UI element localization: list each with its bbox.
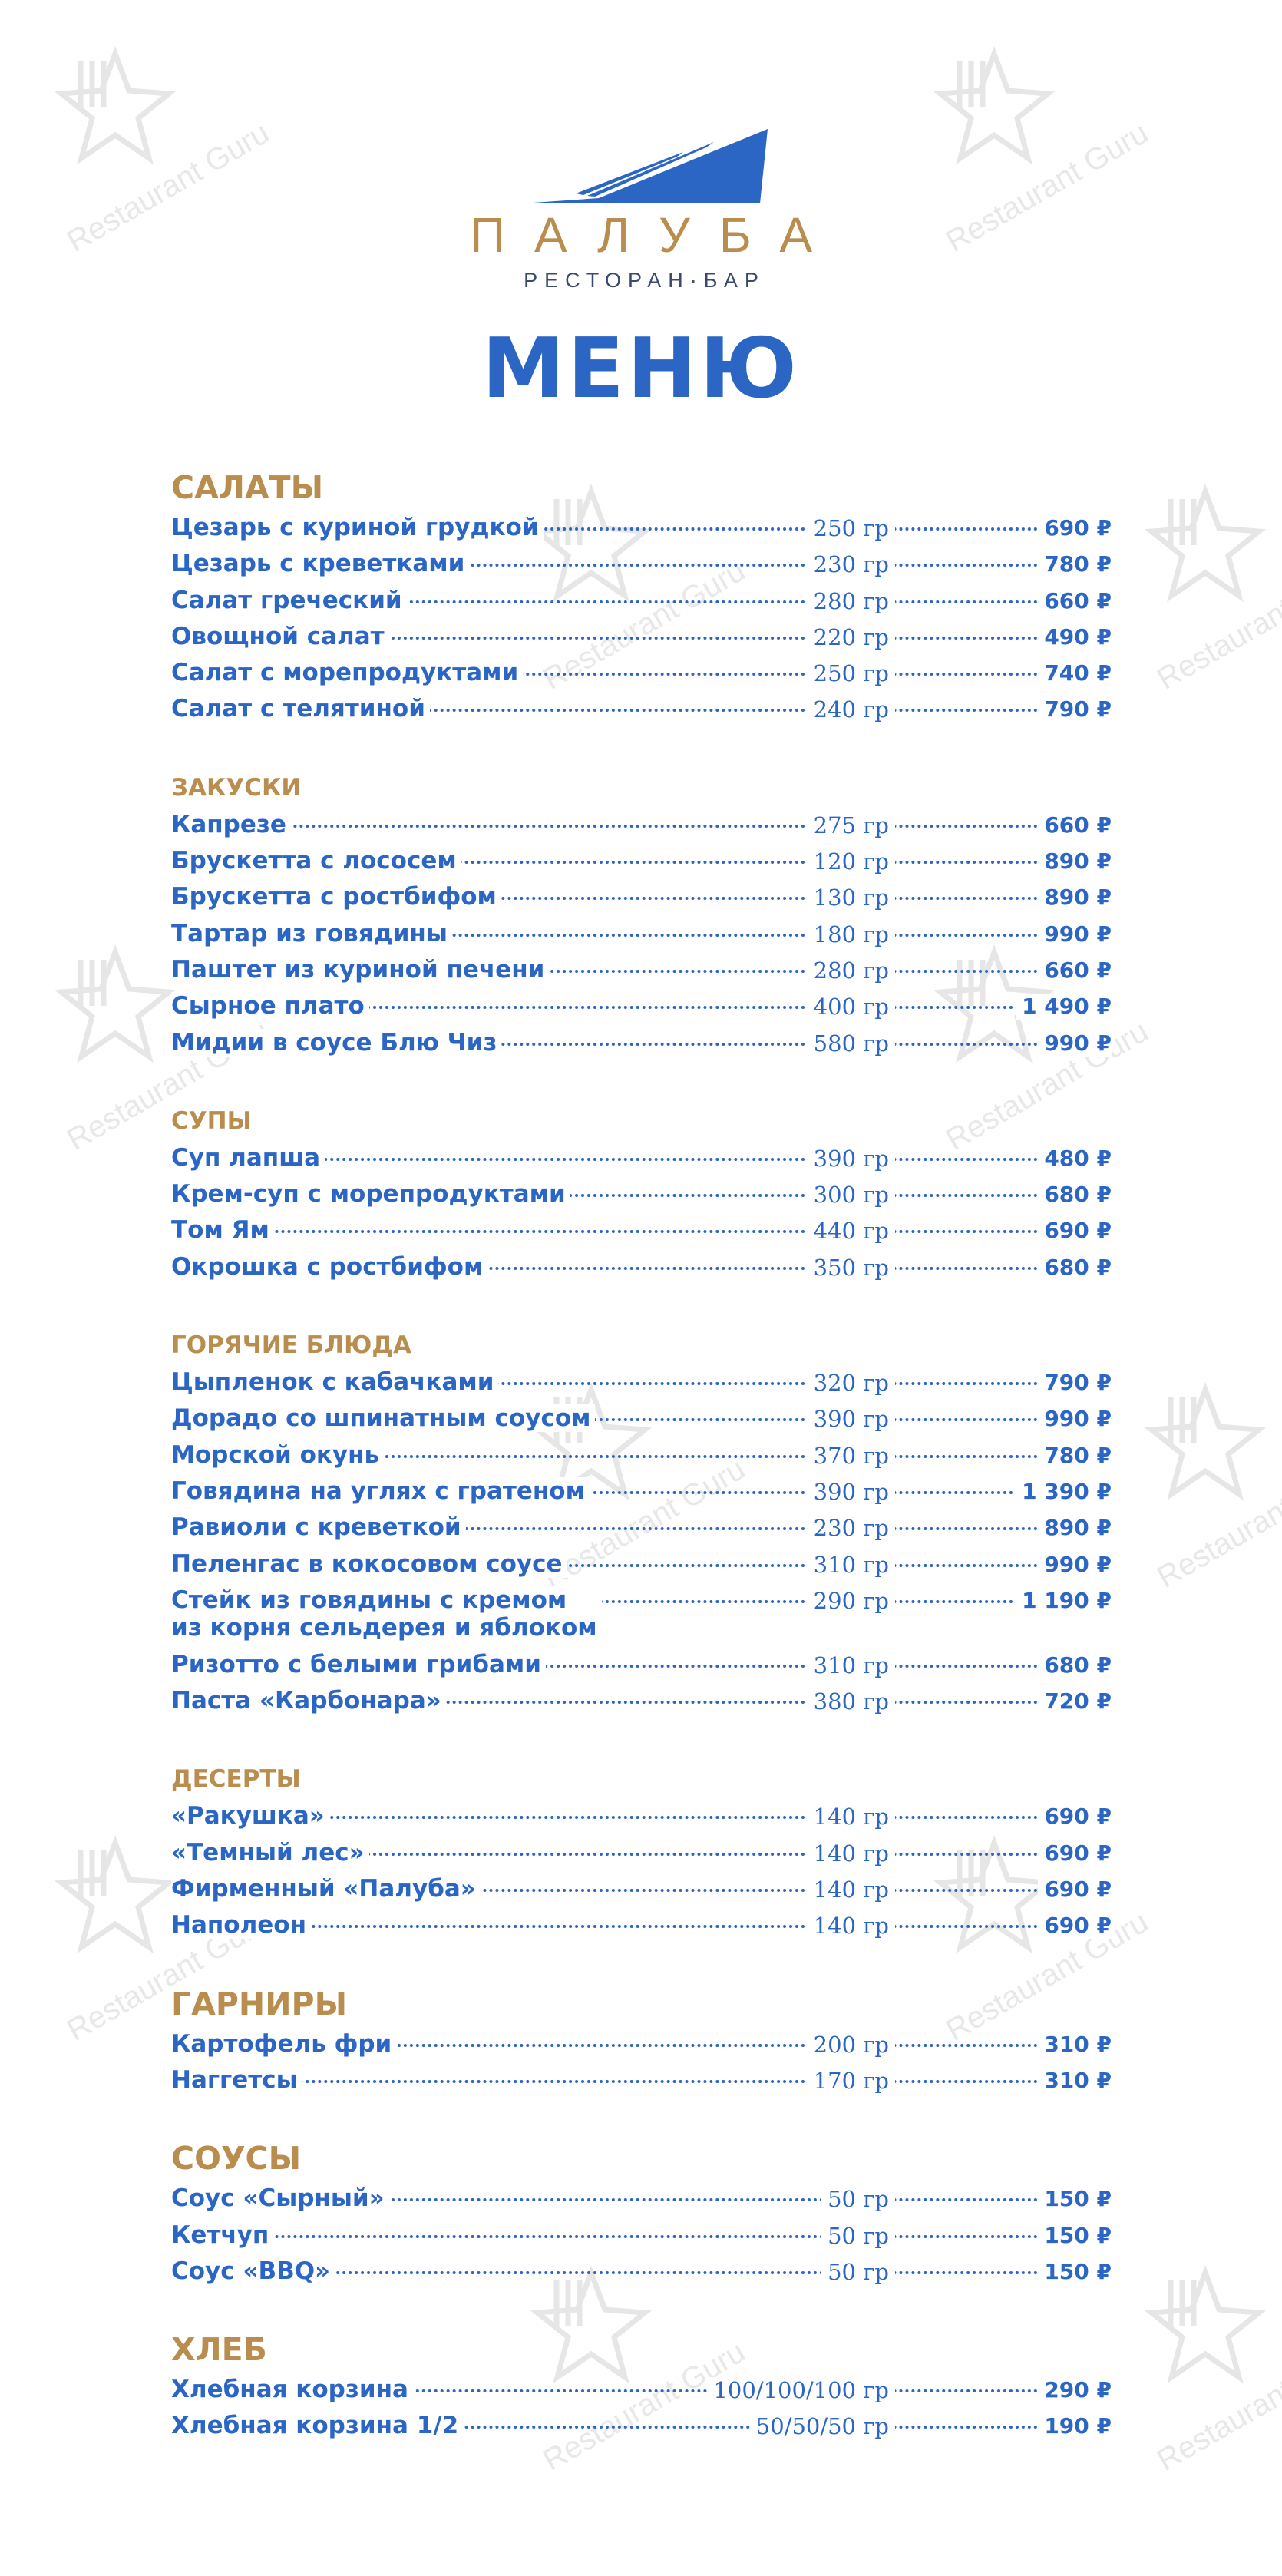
menu-item xyxy=(171,1215,1112,1251)
item-name: Суп лапша xyxy=(171,1144,325,1172)
dot-leader xyxy=(171,2235,1112,2238)
item-weight: 280 гр xyxy=(808,957,895,984)
menu-item xyxy=(171,693,1112,729)
menu-item xyxy=(171,1585,1112,1649)
item-weight: 390 гр xyxy=(808,1146,895,1172)
item-price: 310 ₽ xyxy=(1038,2032,1112,2058)
section-gap xyxy=(171,730,1112,776)
menu-item xyxy=(171,2220,1112,2256)
item-name: Цезарь с креветками xyxy=(171,550,469,577)
item-price: 190 ₽ xyxy=(1038,2413,1112,2439)
item-price: 690 ₽ xyxy=(1038,515,1112,541)
menu-item xyxy=(171,954,1112,990)
item-price: 990 ₽ xyxy=(1038,1030,1112,1057)
item-price: 310 ₽ xyxy=(1038,2068,1112,2094)
item-price: 680 ₽ xyxy=(1038,1255,1112,1281)
item-price: 780 ₽ xyxy=(1038,551,1112,577)
item-weight: 440 гр xyxy=(808,1218,895,1244)
item-name: Соус «Сырный» xyxy=(171,2184,389,2212)
item-price: 720 ₽ xyxy=(1038,1688,1112,1715)
menu-item xyxy=(171,548,1112,584)
menu-item xyxy=(171,2065,1112,2101)
menu-item xyxy=(171,1143,1112,1179)
item-price: 150 ₽ xyxy=(1038,2186,1112,2212)
menu-item xyxy=(171,1910,1112,1946)
item-weight: 390 гр xyxy=(808,1479,895,1505)
item-price: 990 ₽ xyxy=(1038,1552,1112,1578)
section-title-sauces: СОУСЫ xyxy=(171,2140,302,2178)
item-name: Ризотто с белыми грибами xyxy=(171,1651,546,1678)
menu-item xyxy=(171,1649,1112,1685)
item-weight: 50 гр xyxy=(821,2259,895,2285)
item-weight: 320 гр xyxy=(808,1370,895,1396)
dot-leader xyxy=(171,825,1112,828)
item-weight: 275 гр xyxy=(808,812,895,838)
item-name xyxy=(171,1586,602,1642)
item-weight: 390 гр xyxy=(808,1406,895,1432)
item-weight: 290 гр xyxy=(808,1588,895,1614)
menu-item xyxy=(171,2374,1112,2410)
item-name-line2: из корня сельдерея и яблоком xyxy=(171,1613,597,1642)
dot-leader xyxy=(171,1925,1112,1928)
item-price: 780 ₽ xyxy=(1038,1443,1112,1469)
item-price: 1 490 ₽ xyxy=(1016,994,1112,1020)
item-price: 680 ₽ xyxy=(1038,1182,1112,1208)
section-gap xyxy=(171,2101,1112,2143)
item-name: Капрезе xyxy=(171,811,291,838)
item-weight: 50/50/50 гр xyxy=(750,2413,895,2439)
item-price: 890 ₽ xyxy=(1038,848,1112,875)
item-name: Соус «BBQ» xyxy=(171,2257,335,2285)
item-name: Хлебная корзина xyxy=(171,2376,413,2403)
item-price: 690 ₽ xyxy=(1038,1913,1112,1939)
item-weight: 380 гр xyxy=(808,1688,895,1715)
item-name: Цыпленок с кабачками xyxy=(171,1368,498,1396)
menu-item xyxy=(171,2256,1112,2292)
item-weight: 100/100/100 гр xyxy=(707,2377,895,2403)
item-price: 660 ₽ xyxy=(1038,812,1112,838)
item-weight: 370 гр xyxy=(808,1443,895,1469)
menu-item xyxy=(171,1873,1112,1910)
item-name: Тартар из говядины xyxy=(171,920,452,947)
item-weight: 400 гр xyxy=(808,994,895,1020)
item-weight: 280 гр xyxy=(808,588,895,614)
item-name: Фирменный «Палуба» xyxy=(171,1875,481,1903)
item-name: «Темный лес» xyxy=(171,1839,369,1867)
menu-item xyxy=(171,1685,1112,1721)
item-name-line1: Стейк из говядины с кремом xyxy=(171,1586,567,1614)
watermark-layer: Restaurant Guru xyxy=(0,0,1282,2576)
menu-item xyxy=(171,1027,1112,1063)
item-weight: 310 гр xyxy=(808,1652,895,1678)
item-name: Овощной салат xyxy=(171,623,389,650)
item-price: 790 ₽ xyxy=(1038,1370,1112,1396)
item-name: Картофель фри xyxy=(171,2030,396,2058)
brand-tagline: РЕСТОРАН·БАР xyxy=(524,269,765,292)
section-title-sides: ГАРНИРЫ xyxy=(171,1985,348,2022)
item-name: Наполеон xyxy=(171,1911,311,1939)
sail-logo-icon xyxy=(514,123,768,207)
item-name: Паста «Карбонара» xyxy=(171,1687,446,1715)
item-weight: 230 гр xyxy=(808,1515,895,1541)
menu-item xyxy=(171,2410,1112,2446)
item-price: 1 390 ₽ xyxy=(1016,1479,1112,1505)
item-name: Равиоли с креветкой xyxy=(171,1513,466,1541)
menu-item xyxy=(171,1476,1112,1512)
item-name: Паштет из куриной печени xyxy=(171,956,549,984)
item-price: 890 ₽ xyxy=(1038,1515,1112,1541)
fork-star-icon xyxy=(1151,2273,1282,2478)
dot-leader xyxy=(171,1230,1112,1233)
menu-item xyxy=(171,1252,1112,1288)
item-name: Сырное плато xyxy=(171,992,369,1020)
item-name: Мидии в соусе Блю Чиз xyxy=(171,1029,501,1057)
menu-item xyxy=(171,1367,1112,1403)
item-price: 790 ₽ xyxy=(1038,696,1112,723)
fork-star-icon xyxy=(1151,1390,1282,1595)
brand-name: ПАЛУБА xyxy=(469,207,842,263)
section-title-hot: ГОРЯЧИЕ БЛЮДА xyxy=(171,1331,412,1360)
menu-item xyxy=(171,918,1112,954)
item-weight: 170 гр xyxy=(808,2068,895,2094)
item-name: Морской окунь xyxy=(171,1441,384,1469)
item-weight: 580 гр xyxy=(808,1030,895,1057)
item-name: Окрошка с ростбифом xyxy=(171,1253,487,1281)
item-name: Брускетта с ростбифом xyxy=(171,883,501,911)
item-price: 890 ₽ xyxy=(1038,885,1112,911)
item-name: Цезарь с куриной грудкой xyxy=(171,514,544,541)
item-price: 290 ₽ xyxy=(1038,2377,1112,2403)
item-weight: 50 гр xyxy=(821,2186,895,2212)
menu-item xyxy=(171,1837,1112,1873)
menu-item xyxy=(171,1512,1112,1548)
item-weight: 140 гр xyxy=(808,1840,895,1867)
menu-item xyxy=(171,512,1112,548)
menu-item xyxy=(171,2183,1112,2219)
item-weight: 240 гр xyxy=(808,696,895,723)
item-price: 690 ₽ xyxy=(1038,1218,1112,1244)
item-weight: 50 гр xyxy=(821,2223,895,2249)
item-name: «Ракушка» xyxy=(171,1802,329,1830)
item-price: 690 ₽ xyxy=(1038,1877,1112,1903)
menu-item xyxy=(171,809,1112,845)
item-price: 660 ₽ xyxy=(1038,588,1112,614)
item-price: 990 ₽ xyxy=(1038,1406,1112,1432)
item-price: 740 ₽ xyxy=(1038,660,1112,686)
menu-item xyxy=(171,1179,1112,1215)
menu-item xyxy=(171,621,1112,657)
item-price: 150 ₽ xyxy=(1038,2259,1112,2285)
menu-item xyxy=(171,2029,1112,2065)
item-name: Дорадо со шпинатным соусом xyxy=(171,1404,595,1432)
item-weight: 350 гр xyxy=(808,1255,895,1281)
item-weight: 200 гр xyxy=(808,2032,895,2058)
item-name: Хлебная корзина 1/2 xyxy=(171,2412,463,2439)
item-price: 490 ₽ xyxy=(1038,624,1112,650)
section-gap xyxy=(171,1063,1112,1109)
dot-leader xyxy=(171,2080,1112,2083)
menu-title: МЕНЮ xyxy=(481,321,801,417)
menu-item xyxy=(171,881,1112,918)
section-gap xyxy=(171,1946,1112,1989)
item-weight: 310 гр xyxy=(808,1552,895,1578)
item-name: Крем-суп с морепродуктами xyxy=(171,1180,570,1208)
menu-item xyxy=(171,1440,1112,1476)
item-weight: 140 гр xyxy=(808,1913,895,1939)
section-gap xyxy=(171,1288,1112,1334)
item-weight: 230 гр xyxy=(808,551,895,577)
menu-item xyxy=(171,1403,1112,1439)
menu-item xyxy=(171,845,1112,881)
item-price: 690 ₽ xyxy=(1038,1840,1112,1867)
fork-star-icon xyxy=(1151,491,1282,696)
item-price: 680 ₽ xyxy=(1038,1652,1112,1678)
item-weight: 250 гр xyxy=(808,660,895,686)
item-weight: 300 гр xyxy=(808,1182,895,1208)
item-name: Говядина на углях с гратеном xyxy=(171,1477,590,1505)
brand-logo xyxy=(0,123,1282,293)
menu-list xyxy=(171,469,1112,2447)
item-name: Наггетсы xyxy=(171,2066,302,2094)
section-title-desserts: ДЕСЕРТЫ xyxy=(171,1765,301,1794)
section-title-bread: ХЛЕБ xyxy=(171,2331,267,2369)
item-name: Пеленгас в кокосовом соусе xyxy=(171,1550,567,1578)
item-weight: 250 гр xyxy=(808,515,895,541)
item-name: Салат греческий xyxy=(171,587,407,614)
item-weight: 180 гр xyxy=(808,921,895,947)
menu-item xyxy=(171,657,1112,693)
item-name: Салат с морепродуктами xyxy=(171,659,523,686)
item-weight: 130 гр xyxy=(808,885,895,911)
item-name: Кетчуп xyxy=(171,2221,273,2249)
item-price: 480 ₽ xyxy=(1038,1146,1112,1172)
menu-item xyxy=(171,585,1112,621)
item-weight: 140 гр xyxy=(808,1877,895,1903)
menu-item xyxy=(171,1801,1112,1837)
menu-item xyxy=(171,990,1112,1027)
item-name: Салат с телятиной xyxy=(171,695,430,723)
item-weight: 140 гр xyxy=(808,1804,895,1830)
item-price: 1 190 ₽ xyxy=(1016,1588,1112,1614)
section-title-salads: САЛАТЫ xyxy=(171,469,324,506)
item-price: 660 ₽ xyxy=(1038,957,1112,984)
menu-item xyxy=(171,1549,1112,1585)
section-title-snacks: ЗАКУСКИ xyxy=(171,773,302,802)
item-name: Брускетта с лососем xyxy=(171,847,461,875)
section-gap xyxy=(171,2292,1112,2334)
item-price: 990 ₽ xyxy=(1038,921,1112,947)
section-gap xyxy=(171,1721,1112,1767)
section-title-soups: СУПЫ xyxy=(171,1106,252,1135)
item-price: 690 ₽ xyxy=(1038,1804,1112,1830)
item-name: Том Ям xyxy=(171,1216,274,1244)
item-price: 150 ₽ xyxy=(1038,2223,1112,2249)
item-weight: 220 гр xyxy=(808,624,895,650)
item-weight: 120 гр xyxy=(808,848,895,875)
